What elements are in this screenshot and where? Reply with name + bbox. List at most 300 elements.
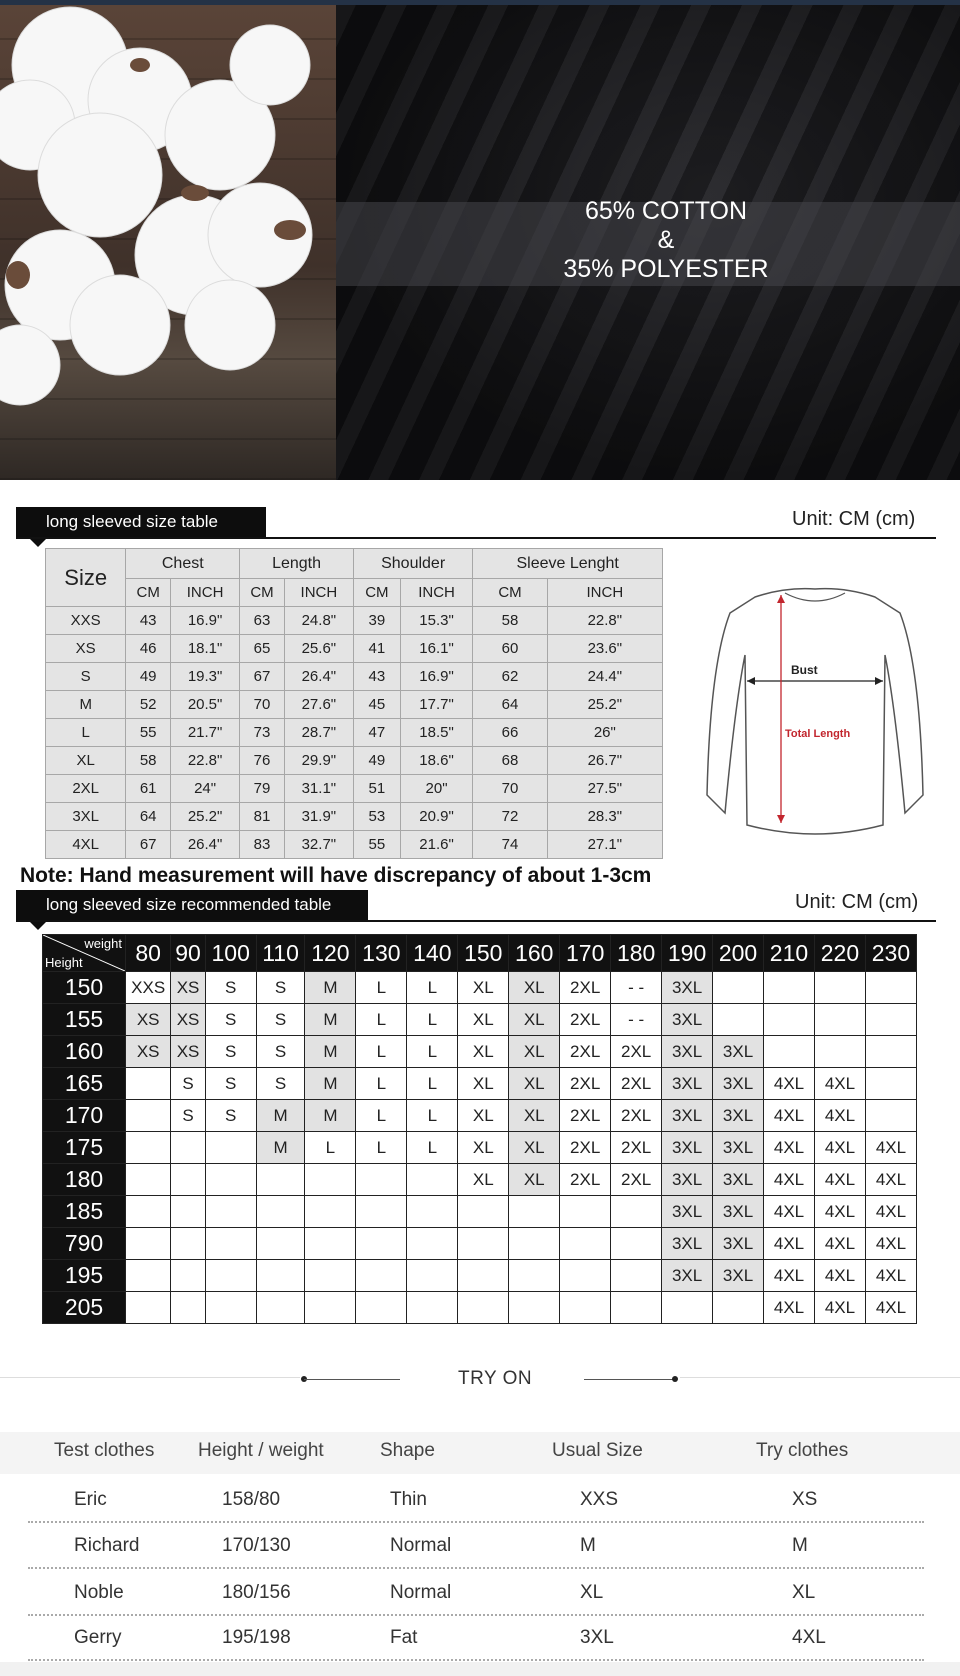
long-sleeve-shirt-diagram [695, 585, 935, 840]
size-row [46, 663, 663, 691]
size-row [46, 747, 663, 775]
recommended-size-cell [713, 1004, 764, 1036]
recommended-size-cell: S [256, 1004, 305, 1036]
size-value-cell: 60 [473, 635, 547, 663]
recommended-size-cell: - - [611, 1004, 662, 1036]
size-label-cell: L [46, 719, 126, 747]
try-on-cell: Fat [390, 1627, 418, 1648]
height-header-cell: 195 [43, 1260, 126, 1292]
recommended-size-cell [560, 1260, 611, 1292]
recommended-size-cell [560, 1228, 611, 1260]
size-value-cell: 26.4" [284, 663, 353, 691]
corner-height-label: Height [45, 955, 83, 970]
size-value-cell: 65 [240, 635, 285, 663]
size-label-cell: XS [46, 635, 126, 663]
recommended-size-cell: S [256, 1036, 305, 1068]
weight-header-cell: 190 [662, 935, 713, 972]
recommended-size-cell: 3XL [713, 1228, 764, 1260]
recommended-size-cell: S [205, 1036, 256, 1068]
size-value-cell: 64 [473, 691, 547, 719]
size-value-cell: 27.5" [547, 775, 662, 803]
recommended-size-cell [256, 1260, 305, 1292]
recommended-size-cell: XXS [126, 972, 171, 1004]
recommended-size-cell: 4XL [814, 1100, 865, 1132]
height-header-cell: 175 [43, 1132, 126, 1164]
try-on-dot-right [672, 1376, 678, 1382]
size-value-cell: 24.8" [284, 607, 353, 635]
height-row [43, 1036, 917, 1068]
size-row [46, 607, 663, 635]
size-value-cell: 15.3" [400, 607, 473, 635]
recommended-size-cell [865, 1004, 916, 1036]
subheader-cell: CM [353, 579, 400, 607]
subheader-cell: INCH [171, 579, 240, 607]
recommended-size-cell: XL [458, 1036, 509, 1068]
recommended-size-cell: XS [126, 1036, 171, 1068]
recommended-size-cell: 2XL [560, 1068, 611, 1100]
recommended-size-cell: L [407, 1004, 458, 1036]
recommended-size-cell [509, 1196, 560, 1228]
try-on-header-cell: Shape [380, 1440, 435, 1461]
size-value-cell: 67 [240, 663, 285, 691]
recommended-size-cell: 3XL [662, 972, 713, 1004]
size-table-unit: Unit: CM (cm) [792, 508, 916, 530]
size-value-cell: 43 [126, 607, 171, 635]
recommended-size-cell [205, 1164, 256, 1196]
size-value-cell: 20.5" [171, 691, 240, 719]
recommended-size-cell: XS [171, 1004, 205, 1036]
try-on-line-right [584, 1379, 676, 1380]
size-value-cell: 16.9" [400, 663, 473, 691]
recommended-size-cell: XL [458, 1164, 509, 1196]
recommended-size-cell: 2XL [611, 1164, 662, 1196]
recommended-size-cell [305, 1228, 356, 1260]
subheader-cell: INCH [547, 579, 662, 607]
size-label-cell: 4XL [46, 831, 126, 859]
recommended-size-cell: XS [126, 1004, 171, 1036]
recommended-table-body [43, 972, 917, 1324]
recommended-size-cell: L [407, 1068, 458, 1100]
weight-header-cell: 100 [205, 935, 256, 972]
size-value-cell: 68 [473, 747, 547, 775]
size-value-cell: 16.9" [171, 607, 240, 635]
try-on-cell: M [792, 1535, 808, 1556]
size-row [46, 803, 663, 831]
size-value-cell: 64 [126, 803, 171, 831]
recommended-size-cell [458, 1228, 509, 1260]
recommended-size-cell [171, 1292, 205, 1324]
recommended-size-cell [764, 1004, 815, 1036]
size-value-cell: 72 [473, 803, 547, 831]
recommended-size-cell: 4XL [865, 1228, 916, 1260]
recommended-size-cell: 2XL [560, 1036, 611, 1068]
recommended-size-cell: 3XL [662, 1100, 713, 1132]
recommended-size-cell: L [356, 1132, 407, 1164]
try-on-cell: 158/80 [222, 1489, 281, 1510]
recommended-size-cell: L [356, 972, 407, 1004]
recommended-size-cell: S [171, 1100, 205, 1132]
group-shoulder: Shoulder [353, 549, 472, 579]
recommended-size-cell: 4XL [764, 1228, 815, 1260]
size-value-cell: 45 [353, 691, 400, 719]
subheader-cell: CM [240, 579, 285, 607]
height-row [43, 972, 917, 1004]
recommended-size-cell: L [356, 1068, 407, 1100]
recommended-size-cell: 2XL [560, 1164, 611, 1196]
size-value-cell: 53 [353, 803, 400, 831]
size-value-cell: 73 [240, 719, 285, 747]
size-table-rule [16, 537, 936, 539]
try-on-cell: M [580, 1535, 596, 1556]
size-value-cell: 27.6" [284, 691, 353, 719]
recommended-size-cell: XL [509, 1068, 560, 1100]
recommended-size-cell [407, 1164, 458, 1196]
recommended-size-cell [205, 1292, 256, 1324]
try-on-cell: Gerry [74, 1627, 122, 1648]
recommended-table [42, 934, 917, 1324]
recommended-size-cell: M [305, 1068, 356, 1100]
try-on-title: TRY ON [458, 1368, 533, 1389]
recommended-size-cell [126, 1132, 171, 1164]
recommended-size-cell: XL [509, 1004, 560, 1036]
height-row [43, 1132, 917, 1164]
height-header-cell: 155 [43, 1004, 126, 1036]
recommended-size-cell [205, 1132, 256, 1164]
size-value-cell: 74 [473, 831, 547, 859]
height-header-cell: 180 [43, 1164, 126, 1196]
recommended-size-cell: S [205, 1004, 256, 1036]
weight-header-cell: 90 [171, 935, 205, 972]
recommended-size-cell: S [205, 972, 256, 1004]
recommended-size-cell [865, 1068, 916, 1100]
recommended-size-cell: 2XL [611, 1100, 662, 1132]
weight-header-cell: 140 [407, 935, 458, 972]
recommended-size-cell [356, 1164, 407, 1196]
size-row [46, 775, 663, 803]
try-on-header-cell: Usual Size [552, 1440, 643, 1461]
size-value-cell: 21.6" [400, 831, 473, 859]
bust-label: Bust [791, 663, 818, 677]
recommended-size-cell: L [407, 1100, 458, 1132]
shirt-outline [707, 589, 923, 834]
try-on-row-divider [28, 1659, 924, 1661]
try-on-cell: XL [792, 1582, 816, 1603]
recommended-size-cell: S [205, 1068, 256, 1100]
recommended-size-cell [865, 1036, 916, 1068]
height-row [43, 1164, 917, 1196]
recommended-size-cell [356, 1196, 407, 1228]
recommended-size-cell: 4XL [764, 1292, 815, 1324]
recommended-size-cell: XS [171, 1036, 205, 1068]
size-value-cell: 49 [353, 747, 400, 775]
weight-header-cell: 180 [611, 935, 662, 972]
height-header-cell: 150 [43, 972, 126, 1004]
recommended-size-cell [205, 1228, 256, 1260]
cotton-photo [0, 5, 336, 480]
height-header-cell: 185 [43, 1196, 126, 1228]
recommended-size-cell [509, 1260, 560, 1292]
size-value-cell: 31.1" [284, 775, 353, 803]
subheader-cell: INCH [400, 579, 473, 607]
recommended-size-cell [458, 1292, 509, 1324]
size-label-cell: S [46, 663, 126, 691]
recommended-size-cell: 2XL [560, 1004, 611, 1036]
recommended-size-cell [764, 972, 815, 1004]
weight-header-cell: 110 [256, 935, 305, 972]
recommended-size-cell: 4XL [865, 1196, 916, 1228]
try-on-cell: 3XL [580, 1627, 614, 1648]
size-value-cell: 26" [547, 719, 662, 747]
size-value-cell: 47 [353, 719, 400, 747]
recommended-size-cell: 3XL [713, 1036, 764, 1068]
recommended-size-cell: M [305, 1100, 356, 1132]
size-value-cell: 25.6" [284, 635, 353, 663]
recommended-size-cell: 3XL [662, 1132, 713, 1164]
size-row [46, 635, 663, 663]
recommended-size-cell [256, 1164, 305, 1196]
recommended-size-cell [256, 1228, 305, 1260]
recommended-size-cell: 4XL [814, 1164, 865, 1196]
recommended-size-cell: 3XL [662, 1196, 713, 1228]
size-label-cell: M [46, 691, 126, 719]
recommended-size-cell: XL [458, 1068, 509, 1100]
recommended-size-cell: XL [509, 1100, 560, 1132]
recommended-size-cell [611, 1196, 662, 1228]
material-composition [516, 197, 816, 284]
size-value-cell: 70 [473, 775, 547, 803]
size-value-cell: 43 [353, 663, 400, 691]
group-sleeve: Sleeve Lenght [473, 549, 663, 579]
recommended-size-cell: XL [509, 1132, 560, 1164]
recommended-size-cell [611, 1260, 662, 1292]
try-on-cell: 4XL [792, 1627, 826, 1648]
recommended-size-cell: 2XL [560, 1100, 611, 1132]
try-on-cell: 170/130 [222, 1535, 291, 1556]
recommended-size-cell [814, 972, 865, 1004]
recommended-size-cell: 3XL [662, 1004, 713, 1036]
height-row [43, 1292, 917, 1324]
size-value-cell: 20.9" [400, 803, 473, 831]
size-row [46, 719, 663, 747]
recommended-size-cell: L [356, 1036, 407, 1068]
size-value-cell: 70 [240, 691, 285, 719]
height-header-cell: 165 [43, 1068, 126, 1100]
size-value-cell: 67 [126, 831, 171, 859]
weight-header-cell: 170 [560, 935, 611, 972]
recommended-size-cell [713, 972, 764, 1004]
size-value-cell: 24" [171, 775, 240, 803]
size-value-cell: 61 [126, 775, 171, 803]
size-value-cell: 49 [126, 663, 171, 691]
recommended-size-cell: 3XL [662, 1164, 713, 1196]
size-table-title: long sleeved size table [16, 507, 266, 537]
material-line-ampersand: & [657, 226, 675, 254]
size-label-cell: 3XL [46, 803, 126, 831]
recommended-size-cell [458, 1196, 509, 1228]
recommended-size-cell: 4XL [764, 1196, 815, 1228]
recommended-size-cell: 3XL [713, 1260, 764, 1292]
size-value-cell: 52 [126, 691, 171, 719]
size-value-cell: 22.8" [171, 747, 240, 775]
recommended-size-cell: 4XL [865, 1132, 916, 1164]
recommended-size-cell [305, 1260, 356, 1292]
recommended-size-cell [256, 1196, 305, 1228]
recommended-size-cell [126, 1292, 171, 1324]
size-value-cell: 22.8" [547, 607, 662, 635]
try-on-cell: XXS [580, 1489, 619, 1510]
recommended-size-cell [205, 1260, 256, 1292]
recommended-size-cell [205, 1196, 256, 1228]
try-on-cell: 180/156 [222, 1582, 291, 1603]
recommended-size-cell: - - [611, 972, 662, 1004]
try-on-cell: Normal [390, 1582, 452, 1603]
material-line-polyester: 35% POLYESTER [563, 255, 769, 283]
try-on-header-cell: Test clothes [54, 1440, 155, 1461]
height-row [43, 1196, 917, 1228]
recommended-size-cell: 3XL [713, 1100, 764, 1132]
recommended-table-rule [16, 920, 936, 922]
size-value-cell: 46 [126, 635, 171, 663]
recommended-size-cell [126, 1196, 171, 1228]
group-length: Length [240, 549, 354, 579]
size-value-cell: 25.2" [171, 803, 240, 831]
recommended-size-cell [509, 1292, 560, 1324]
measurement-note: Note: Hand measurement will have discrepancy of about 1-3cm [20, 864, 652, 887]
weight-header-cell: 230 [865, 935, 916, 972]
recommended-size-cell [126, 1164, 171, 1196]
recommended-size-cell [814, 1036, 865, 1068]
recommended-size-cell: 3XL [713, 1164, 764, 1196]
recommended-size-cell: XS [171, 972, 205, 1004]
size-value-cell: 58 [126, 747, 171, 775]
try-on-line-left [304, 1379, 400, 1380]
size-value-cell: 39 [353, 607, 400, 635]
recommended-size-cell: S [256, 1068, 305, 1100]
try-on-cell: Thin [390, 1489, 427, 1510]
size-value-cell: 17.7" [400, 691, 473, 719]
try-on-faint-right [680, 1377, 960, 1378]
bottom-border [0, 1662, 960, 1676]
try-on-cell: XL [580, 1582, 604, 1603]
size-value-cell: 18.1" [171, 635, 240, 663]
size-label-cell: XXS [46, 607, 126, 635]
recommended-size-cell [126, 1228, 171, 1260]
try-on-cell: Richard [74, 1535, 140, 1556]
recommended-size-cell: 4XL [764, 1100, 815, 1132]
recommended-size-cell [865, 1100, 916, 1132]
recommended-size-cell [865, 972, 916, 1004]
try-on-cell: Noble [74, 1582, 124, 1603]
recommended-size-cell [305, 1292, 356, 1324]
recommended-size-cell: 4XL [865, 1292, 916, 1324]
size-value-cell: 41 [353, 635, 400, 663]
size-value-cell: 18.6" [400, 747, 473, 775]
weight-header-cell: 150 [458, 935, 509, 972]
recommended-size-cell: XL [458, 1100, 509, 1132]
weight-header-row [43, 935, 917, 972]
recommended-size-cell [356, 1260, 407, 1292]
recommended-size-cell [509, 1228, 560, 1260]
subheader-cell: INCH [284, 579, 353, 607]
size-value-cell: 19.3" [171, 663, 240, 691]
recommended-table-unit: Unit: CM (cm) [795, 891, 919, 913]
size-value-cell: 63 [240, 607, 285, 635]
recommended-size-cell: 3XL [662, 1260, 713, 1292]
table-corner [43, 935, 126, 972]
size-value-cell: 29.9" [284, 747, 353, 775]
recommended-size-cell: 4XL [814, 1260, 865, 1292]
subheader-cell: CM [126, 579, 171, 607]
recommended-size-cell: M [256, 1100, 305, 1132]
try-on-cell: XS [792, 1489, 818, 1510]
recommended-size-cell [764, 1036, 815, 1068]
weight-header-cell: 80 [126, 935, 171, 972]
recommended-size-cell: 4XL [865, 1164, 916, 1196]
recommended-size-cell: L [356, 1100, 407, 1132]
recommended-size-cell [171, 1164, 205, 1196]
height-header-cell: 790 [43, 1228, 126, 1260]
corner-weight-label: weight [84, 936, 122, 951]
size-value-cell: 27.1" [547, 831, 662, 859]
size-value-cell: 31.9" [284, 803, 353, 831]
recommended-size-cell [171, 1132, 205, 1164]
size-value-cell: 32.7" [284, 831, 353, 859]
size-row [46, 691, 663, 719]
recommended-size-cell [171, 1260, 205, 1292]
size-value-cell: 21.7" [171, 719, 240, 747]
recommended-size-cell: 3XL [713, 1132, 764, 1164]
recommended-size-cell [171, 1228, 205, 1260]
recommended-size-cell [256, 1292, 305, 1324]
size-value-cell: 55 [353, 831, 400, 859]
recommended-size-cell: 4XL [814, 1132, 865, 1164]
recommended-size-cell: 4XL [814, 1068, 865, 1100]
recommended-size-cell: 3XL [713, 1068, 764, 1100]
recommended-size-cell: M [256, 1132, 305, 1164]
recommended-size-cell: S [256, 972, 305, 1004]
try-on-header-cell: Try clothes [756, 1440, 849, 1461]
recommended-size-cell: L [407, 1132, 458, 1164]
recommended-size-cell: 2XL [611, 1132, 662, 1164]
recommended-size-cell: 3XL [662, 1228, 713, 1260]
size-label-cell: 2XL [46, 775, 126, 803]
recommended-size-cell: 4XL [814, 1292, 865, 1324]
recommended-size-cell: 2XL [560, 972, 611, 1004]
recommended-size-cell: XL [458, 1132, 509, 1164]
recommended-size-cell [171, 1196, 205, 1228]
recommended-size-cell: XL [458, 972, 509, 1004]
recommended-size-cell: L [356, 1004, 407, 1036]
material-line-cotton: 65% COTTON [584, 197, 748, 225]
subheader-cell: CM [473, 579, 547, 607]
size-value-cell: 58 [473, 607, 547, 635]
recommended-size-cell: 2XL [560, 1132, 611, 1164]
size-value-cell: 23.6" [547, 635, 662, 663]
recommended-size-cell [713, 1292, 764, 1324]
size-value-cell: 55 [126, 719, 171, 747]
size-value-cell: 28.7" [284, 719, 353, 747]
recommended-size-cell: M [305, 1036, 356, 1068]
recommended-size-cell: XL [458, 1004, 509, 1036]
recommended-size-cell [126, 1100, 171, 1132]
size-header: Size [46, 549, 126, 607]
size-value-cell: 26.4" [171, 831, 240, 859]
recommended-size-cell: XL [509, 1164, 560, 1196]
recommended-size-cell [407, 1260, 458, 1292]
recommended-size-cell [305, 1196, 356, 1228]
recommended-size-cell: 4XL [764, 1164, 815, 1196]
recommended-size-cell: 3XL [662, 1068, 713, 1100]
